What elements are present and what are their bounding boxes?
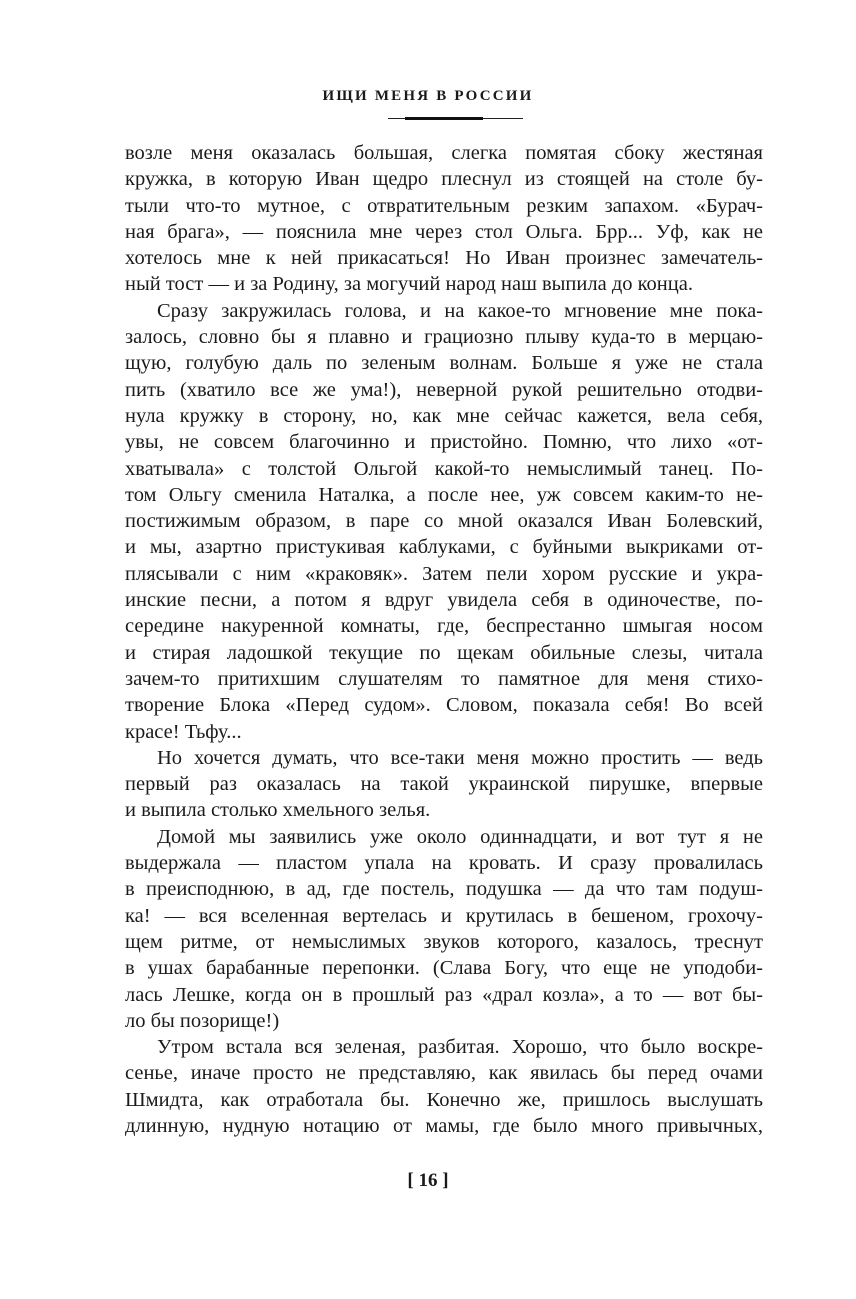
text-line: ло бы позорище!)	[125, 1009, 280, 1032]
page-number: [ 16 ]	[407, 1170, 449, 1191]
text-line: и выпила столько хмельного зелья.	[125, 799, 431, 822]
text-line: Но хочется думать, что все-таки меня можно простить — ведь	[157, 746, 763, 769]
header-rule-ornament	[405, 117, 483, 120]
text-line: увы, не совсем благочинно и пристойно. Помню, что лихо «от-	[125, 431, 763, 454]
text-line: зачем-то притихшим слушателям то памятное для меня стихо-	[125, 667, 763, 690]
text-line: Сразу закружилась голова, и на какое-то мгновение мне пока-	[157, 299, 763, 322]
paragraph	[125, 745, 763, 824]
paragraph	[125, 140, 763, 298]
text-line: Утром встала вся зеленая, разбитая. Хорошо, что было воскре-	[157, 1036, 763, 1059]
text-line: Домой мы заявились уже около одиннадцати, и вот тут я не	[157, 825, 763, 848]
text-line: длинную, нудную нотацию от мамы, где было много привычных,	[125, 1114, 763, 1137]
text-line: Шмидта, как отработала бы. Конечно же, пришлось выслушать	[125, 1088, 763, 1111]
running-head: ИЩИ МЕНЯ В РОССИИ	[322, 88, 534, 104]
paragraph	[125, 298, 763, 745]
text-line: в ушах барабанные перепонки. (Слава Богу, что еще не уподоби-	[125, 957, 763, 980]
text-line: кружка, в которую Иван щедро плеснул из стоящей на столе бу-	[125, 168, 763, 191]
text-line: хотелось мне к ней прикасаться! Но Иван произнес замечатель-	[125, 247, 763, 270]
text-line: в преисподнюю, в ад, где постель, подушка — да что там подуш-	[125, 878, 763, 901]
text-line: пить (хватило все же ума!), неверной рукой решительно отодви-	[125, 378, 763, 401]
text-line: середине накуренной комнаты, где, беспрестанно шмыгая носом	[125, 615, 763, 638]
text-line: щем ритме, от немыслимых звуков которого, казалось, треснут	[125, 930, 763, 953]
text-line: ка! — вся вселенная вертелась и крутилась в бешеном, грохочу-	[125, 904, 763, 927]
body-text	[125, 140, 763, 1139]
text-line: хватывала» с толстой Ольгой какой-то немыслимый танец. По-	[125, 457, 763, 480]
text-line: выдержала — пластом упала на кровать. И сразу провалилась	[125, 852, 763, 875]
text-line: залось, словно бы я плавно и грациозно плыву куда-то в мерцаю-	[125, 326, 763, 349]
text-line: творение Блока «Перед судом». Словом, показала себя! Во всей	[125, 694, 763, 717]
text-line: плясывали с ним «краковяк». Затем пели хором русские и укра-	[125, 562, 763, 585]
text-line: щую, голубую даль по зеленым волнам. Больше я уже не стала	[125, 352, 763, 375]
text-line: и стирая ладошкой текущие по щекам обильные слезы, читала	[125, 641, 763, 664]
text-line: инские песни, а потом я вдруг увидела себя в одиночестве, по-	[125, 589, 763, 612]
paragraph	[125, 824, 763, 1034]
text-line: первый раз оказалась на такой украинской пирушке, впервые	[125, 773, 763, 796]
text-line: возле меня оказалась большая, слегка помятая сбоку жестяная	[125, 142, 763, 164]
text-line: и мы, азартно пристукивая каблуками, с буйными выкриками от-	[125, 536, 763, 559]
text-line: нула кружку в сторону, но, как мне сейчас кажется, вела себя,	[125, 404, 763, 427]
text-line: ная брага», — пояснила мне через стол Ольга. Брр... Уф, как не	[125, 220, 763, 243]
paragraph	[125, 1034, 763, 1139]
text-line: тыли что-то мутное, с отвратительным резким запахом. «Бурач-	[125, 194, 763, 217]
text-line: красе! Тьфу...	[125, 720, 242, 743]
text-line: лась Лешке, когда он в прошлый раз «драл козла», а то — вот бы-	[125, 983, 763, 1006]
text-line: том Ольгу сменила Наталка, а после нее, уж совсем каким-то не-	[125, 483, 763, 506]
text-line: постижимым образом, в паре со мной оказался Иван Болевский,	[125, 510, 763, 533]
text-line: ный тост — и за Родину, за могучий народ наш выпила до конца.	[125, 273, 693, 296]
text-line: сенье, иначе просто не представляю, как явилась бы перед очами	[125, 1062, 763, 1085]
